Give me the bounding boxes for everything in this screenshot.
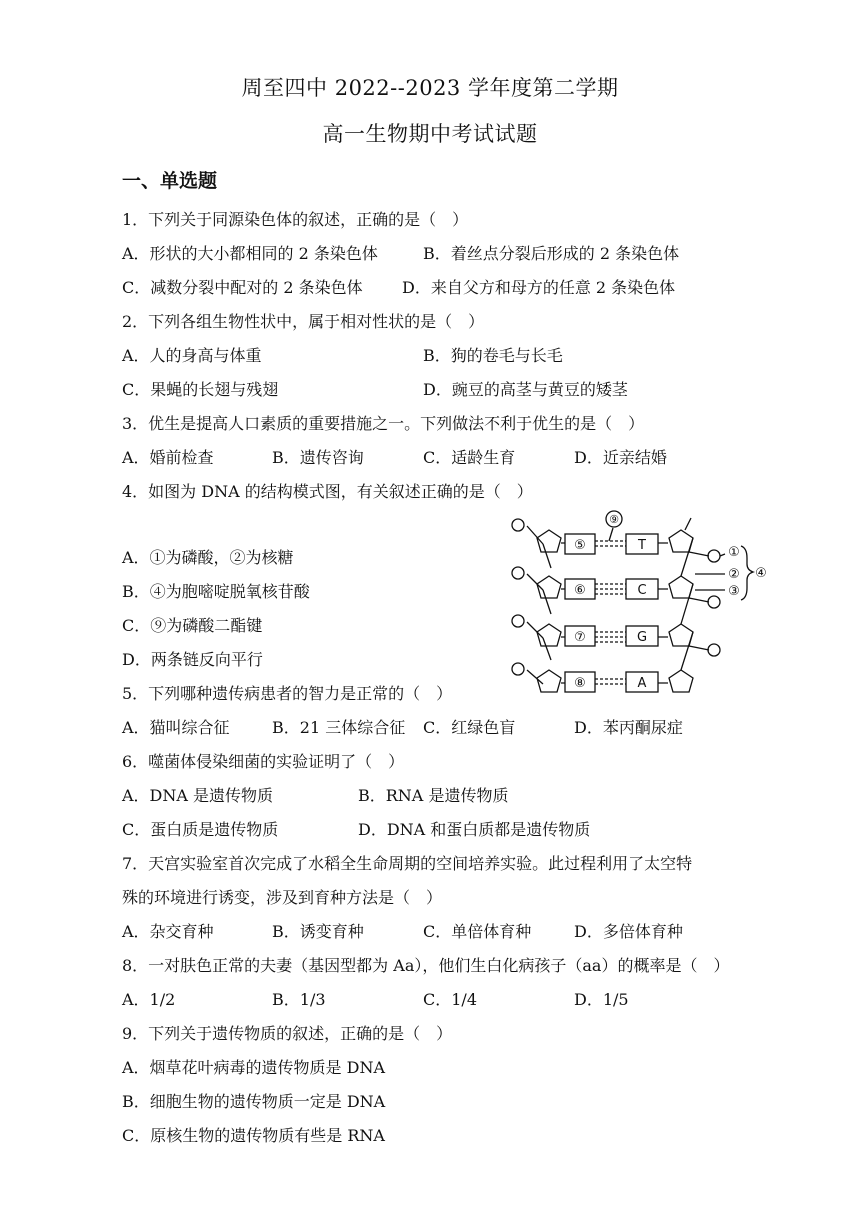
- exam-title-line1: 周至四中 2022--2023 学年度第二学期: [241, 76, 619, 100]
- question-9-stem: 9．下列关于遗传物质的叙述，正确的是（ ）: [122, 1024, 453, 1043]
- question-7-stem: 7．天宫实验室首次完成了水稻全生命周期的空间培养实验。此过程利用了太空特: [122, 854, 693, 873]
- question-1-stem: 1．下列关于同源染色体的叙述，正确的是（ ）: [122, 210, 469, 229]
- question-1-option-b: B．着丝点分裂后形成的 2 条染色体: [423, 244, 680, 263]
- base-g: G: [636, 630, 648, 645]
- right-strand-backbone: [681, 518, 709, 670]
- label-9: ⑨: [609, 513, 619, 526]
- question-2-stem: 2．下列各组生物性状中，属于相对性状的是（ ）: [122, 312, 485, 331]
- label-8: ⑧: [574, 676, 586, 691]
- question-8-stem: 8．一对肤色正常的夫妻（基因型都为 Aa），他们生白化病孩子（aa）的概率是（ ）: [122, 956, 730, 975]
- base-a: A: [637, 676, 647, 691]
- base-t: T: [638, 538, 646, 553]
- question-6-option-d: D．DNA 和蛋白质都是遗传物质: [358, 820, 591, 839]
- question-6-option-b: B．RNA 是遗传物质: [358, 786, 509, 805]
- question-1-option-d: D．来自父方和母方的任意 2 条染色体: [402, 278, 676, 297]
- label-4: ④: [755, 566, 767, 581]
- bracket-4: [741, 546, 753, 600]
- question-8-option-d: D．1/5: [574, 990, 629, 1009]
- question-8-option-b: B．1/3: [272, 990, 326, 1009]
- question-2-option-a: A．人的身高与体重: [122, 346, 262, 365]
- question-6-option-a: A．DNA 是遗传物质: [122, 786, 274, 805]
- question-2-option-c: C．果蝇的长翅与残翅: [122, 380, 279, 399]
- left-phosphate-1: [512, 519, 524, 531]
- label-2: ②: [728, 567, 740, 582]
- question-9-option-c: C．原核生物的遗传物质有些是 RNA: [122, 1126, 385, 1145]
- question-3-option-b: B．遗传咨询: [272, 448, 364, 467]
- left-sugar-4: [537, 670, 561, 692]
- question-3-option-c: C．适龄生育: [423, 448, 516, 467]
- question-4-option-c: C．⑨为磷酸二酯键: [122, 616, 263, 635]
- question-4-stem: 4．如图为 DNA 的结构模式图，有关叙述正确的是（ ）: [122, 482, 533, 501]
- question-1-option-c: C．减数分裂中配对的 2 条染色体: [122, 278, 363, 297]
- question-4-option-d: D．两条链反向平行: [122, 650, 263, 669]
- right-phosphate-2: [708, 596, 720, 608]
- base-c: C: [637, 583, 647, 598]
- question-5-option-d: D．苯丙酮尿症: [574, 718, 683, 737]
- question-8-option-c: C．1/4: [423, 990, 477, 1009]
- question-2-option-b: B．狗的卷毛与长毛: [423, 346, 563, 365]
- question-5-option-c: C．红绿色盲: [423, 718, 516, 737]
- label-3: ③: [728, 584, 740, 599]
- dna-structure-diagram: [505, 508, 775, 696]
- left-phosphate-2: [512, 567, 524, 579]
- question-5-option-a: A．猫叫综合征: [122, 718, 230, 737]
- label-7: ⑦: [574, 630, 586, 645]
- exam-title-line2: 高一生物期中考试试题: [322, 122, 538, 146]
- question-7-stem-continued: 殊的环境进行诱变，涉及到育种方法是（ ）: [122, 888, 443, 907]
- left-phosphate-3: [512, 615, 524, 627]
- question-6-option-c: C．蛋白质是遗传物质: [122, 820, 279, 839]
- question-6-stem: 6．噬菌体侵染细菌的实验证明了（ ）: [122, 752, 405, 771]
- label-6: ⑥: [574, 583, 586, 598]
- right-phosphate-3: [708, 644, 720, 656]
- right-phosphate-1: [708, 550, 720, 562]
- question-4-option-b: B．④为胞嘧啶脱氧核苷酸: [122, 582, 310, 601]
- label-5: ⑤: [574, 538, 586, 553]
- question-3-option-d: D．近亲结婚: [574, 448, 667, 467]
- question-7-option-a: A．杂交育种: [122, 922, 214, 941]
- question-8-option-a: A．1/2: [122, 990, 176, 1009]
- section-heading: 一、单选题: [122, 170, 218, 192]
- left-phosphate-4: [512, 663, 524, 675]
- question-3-option-a: A．婚前检查: [122, 448, 214, 467]
- question-9-option-b: B．细胞生物的遗传物质一定是 DNA: [122, 1092, 386, 1111]
- question-5-option-b: B．21 三体综合征: [272, 718, 406, 737]
- question-9-option-a: A．烟草花叶病毒的遗传物质是 DNA: [122, 1058, 386, 1077]
- question-7-option-b: B．诱变育种: [272, 922, 364, 941]
- question-4-option-a: A．①为磷酸，②为核糖: [122, 548, 294, 567]
- question-1-option-a: A．形状的大小都相同的 2 条染色体: [122, 244, 378, 263]
- label-1: ①: [728, 545, 740, 560]
- question-7-option-c: C．单倍体育种: [423, 922, 532, 941]
- question-3-stem: 3．优生是提高人口素质的重要措施之一。下列做法不利于优生的是（ ）: [122, 414, 645, 433]
- left-strand-backbone: [527, 526, 551, 684]
- question-2-option-d: D．豌豆的高茎与黄豆的矮茎: [423, 380, 628, 399]
- right-sugar-4: [669, 670, 693, 692]
- question-5-stem: 5．下列哪种遗传病患者的智力是正常的（ ）: [122, 684, 453, 703]
- question-7-option-d: D．多倍体育种: [574, 922, 683, 941]
